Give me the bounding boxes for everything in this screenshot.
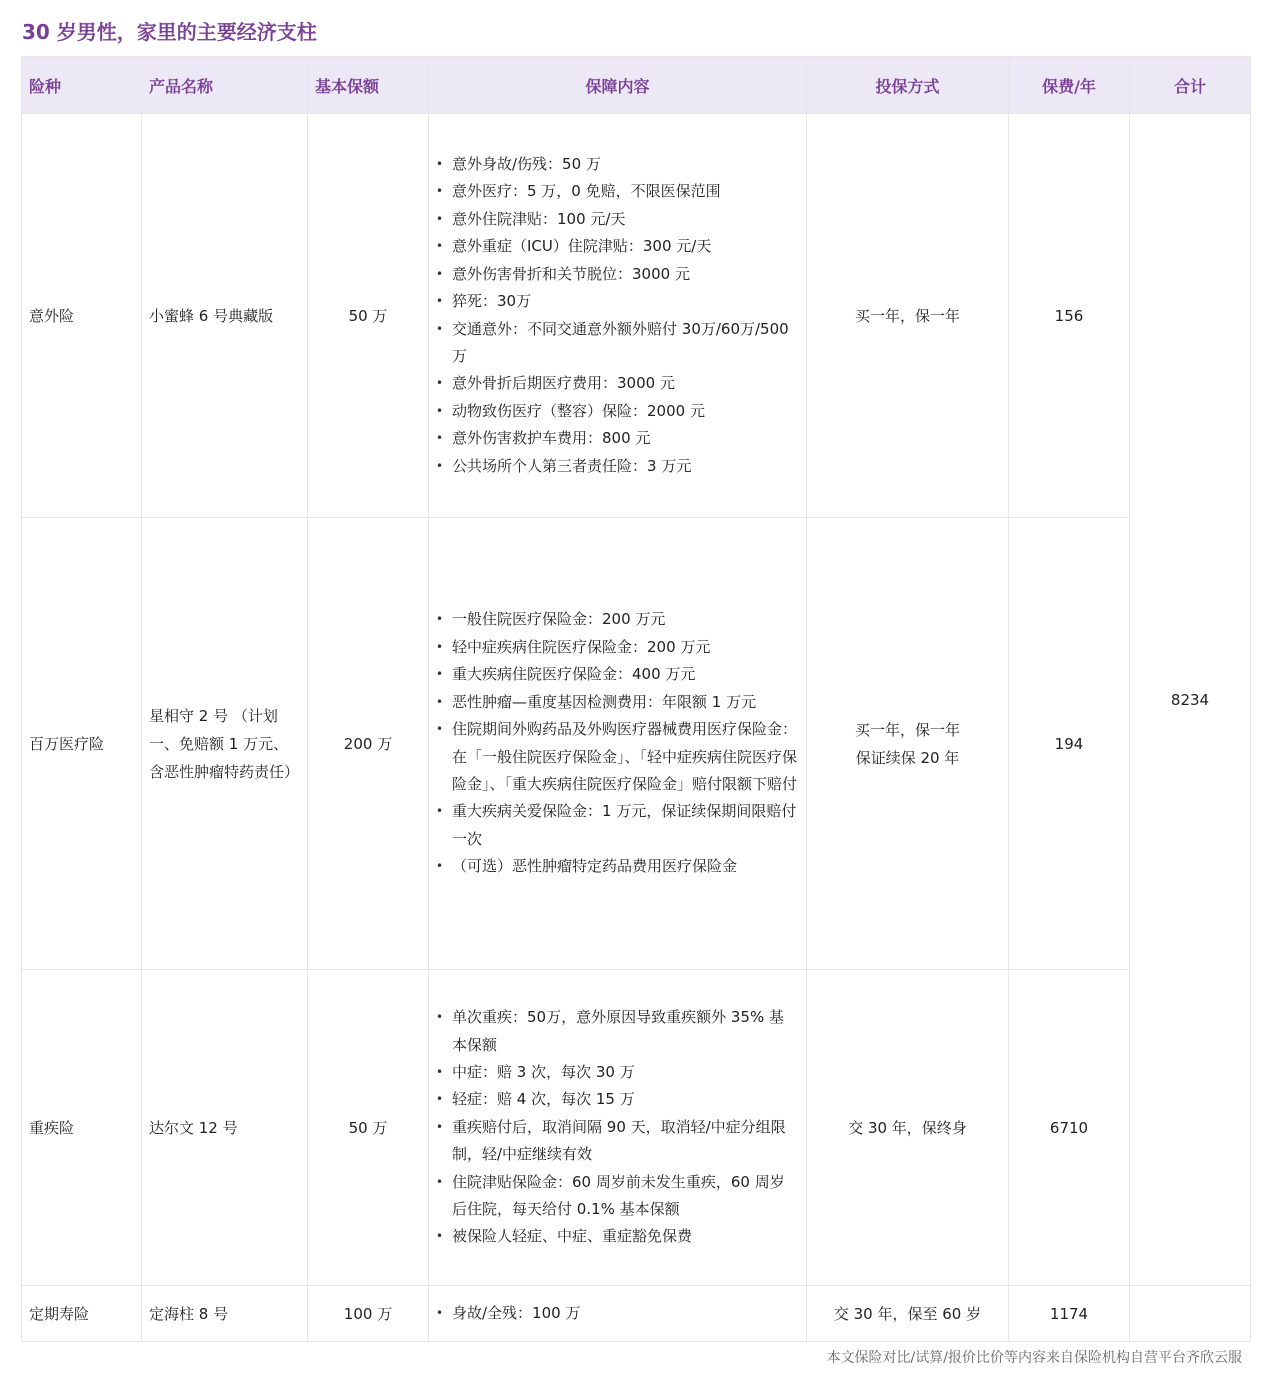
- coverage-amount: 200 万: [308, 518, 429, 970]
- method-line: 保证续保 20 年: [855, 748, 960, 767]
- header-product: 产品名称: [142, 57, 308, 114]
- coverage-list: [433, 151, 798, 480]
- total-empty-cell: [1130, 1286, 1251, 1342]
- list-item: • 交通意外：不同交通意外额外赔付 30万/60万/500万: [433, 316, 798, 371]
- list-item: • 公共场所个人第三者责任险：3 万元: [433, 453, 798, 480]
- table-row: [22, 518, 1251, 970]
- coverage-content: [429, 114, 807, 518]
- source-footnote: 本文保险对比/试算/报价比价等内容来自保险机构自营平台齐欣云服: [826, 1350, 1242, 1366]
- coverage-amount: 50 万: [308, 970, 429, 1286]
- insurance-type: 百万医疗险: [22, 518, 142, 970]
- list-item: • 轻症：赔 4 次，每次 15 万: [433, 1086, 798, 1113]
- coverage-amount: 50 万: [308, 114, 429, 518]
- coverage-content: [429, 1286, 807, 1342]
- coverage-list: [433, 1004, 798, 1251]
- purchase-method: [807, 518, 1009, 970]
- list-item: • 意外医疗：5 万，0 免赔，不限医保范围: [433, 178, 798, 205]
- insurance-comparison-table: [21, 56, 1251, 1342]
- list-item: • 意外重症（ICU）住院津贴：300 元/天: [433, 233, 798, 260]
- list-item: • （可选）恶性肿瘤特定药品费用医疗保险金: [433, 853, 798, 880]
- page-title: 30 岁男性，家里的主要经济支柱: [22, 20, 317, 44]
- coverage-content: [429, 518, 807, 970]
- annual-premium: 156: [1009, 114, 1130, 518]
- list-item: • 重大疾病住院医疗保险金：400 万元: [433, 661, 798, 688]
- coverage-content: [429, 970, 807, 1286]
- purchase-method: [807, 114, 1009, 518]
- product-name: 小蜜蜂 6 号典藏版: [142, 114, 308, 518]
- table-row: [22, 970, 1251, 1286]
- coverage-list: [433, 606, 798, 880]
- list-item: • 单次重疾：50万，意外原因导致重疾额外 35% 基本保额: [433, 1004, 798, 1059]
- coverage-list: [433, 1300, 798, 1327]
- list-item: • 意外身故/伤残：50 万: [433, 151, 798, 178]
- header-amount: 基本保额: [308, 57, 429, 114]
- list-item: • 住院津贴保险金：60 周岁前未发生重疾，60 周岁后住院，每天给付 0.1% 基本保额: [433, 1169, 798, 1224]
- table-header-row: [22, 57, 1251, 114]
- list-item: • 重大疾病关爱保险金：1 万元，保证续保期间限赔付一次: [433, 798, 798, 853]
- method-line: 交 30 年，保终身: [848, 1118, 967, 1137]
- header-coverage: 保障内容: [429, 57, 807, 114]
- insurance-type: 重疾险: [22, 970, 142, 1286]
- list-item: • 身故/全残：100 万: [433, 1300, 798, 1327]
- list-item: • 中症：赔 3 次，每次 30 万: [433, 1059, 798, 1086]
- list-item: • 猝死：30万: [433, 288, 798, 315]
- list-item: • 被保险人轻症、中症、重症豁免保费: [433, 1223, 798, 1250]
- header-premium: 保费/年: [1009, 57, 1130, 114]
- list-item: • 意外伤害救护车费用：800 元: [433, 425, 798, 452]
- header-total: 合计: [1130, 57, 1251, 114]
- list-item: • 住院期间外购药品及外购医疗器械费用医疗保险金：在「一般住院医疗保险金」、「轻中症疾病住院医疗保险金」、「重大疾病住院医疗保险金」赔付限额下赔付: [433, 716, 798, 798]
- header-method: 投保方式: [807, 57, 1009, 114]
- list-item: • 重疾赔付后，取消间隔 90 天，取消轻/中症分组限制，轻/中症继续有效: [433, 1114, 798, 1169]
- annual-premium: 1174: [1009, 1286, 1130, 1342]
- product-name: 定海柱 8 号: [142, 1286, 308, 1342]
- purchase-method: [807, 1286, 1009, 1342]
- annual-premium: 6710: [1009, 970, 1130, 1286]
- insurance-type: 意外险: [22, 114, 142, 518]
- list-item: • 轻中症疾病住院医疗保险金：200 万元: [433, 634, 798, 661]
- list-item: • 意外住院津贴：100 元/天: [433, 206, 798, 233]
- list-item: • 意外骨折后期医疗费用：3000 元: [433, 370, 798, 397]
- list-item: • 一般住院医疗保险金：200 万元: [433, 606, 798, 633]
- total-premium: 8234: [1130, 114, 1251, 1286]
- insurance-type: 定期寿险: [22, 1286, 142, 1342]
- coverage-amount: 100 万: [308, 1286, 429, 1342]
- list-item: • 动物致伤医疗（整容）保险：2000 元: [433, 398, 798, 425]
- list-item: • 意外伤害骨折和关节脱位：3000 元: [433, 261, 798, 288]
- table-row: [22, 114, 1251, 518]
- purchase-method: [807, 970, 1009, 1286]
- list-item: • 恶性肿瘤—重度基因检测费用：年限额 1 万元: [433, 689, 798, 716]
- header-type: 险种: [22, 57, 142, 114]
- annual-premium: 194: [1009, 518, 1130, 970]
- method-line: 买一年，保一年: [854, 306, 960, 325]
- product-name: 达尔文 12 号: [142, 970, 308, 1286]
- table-row: [22, 1286, 1251, 1342]
- product-name: 星相守 2 号 （计划一、免赔额 1 万元、含恶性肿瘤特药责任）: [142, 518, 308, 970]
- method-line: 买一年，保一年: [854, 720, 960, 739]
- method-line: 交 30 年，保至 60 岁: [833, 1304, 982, 1323]
